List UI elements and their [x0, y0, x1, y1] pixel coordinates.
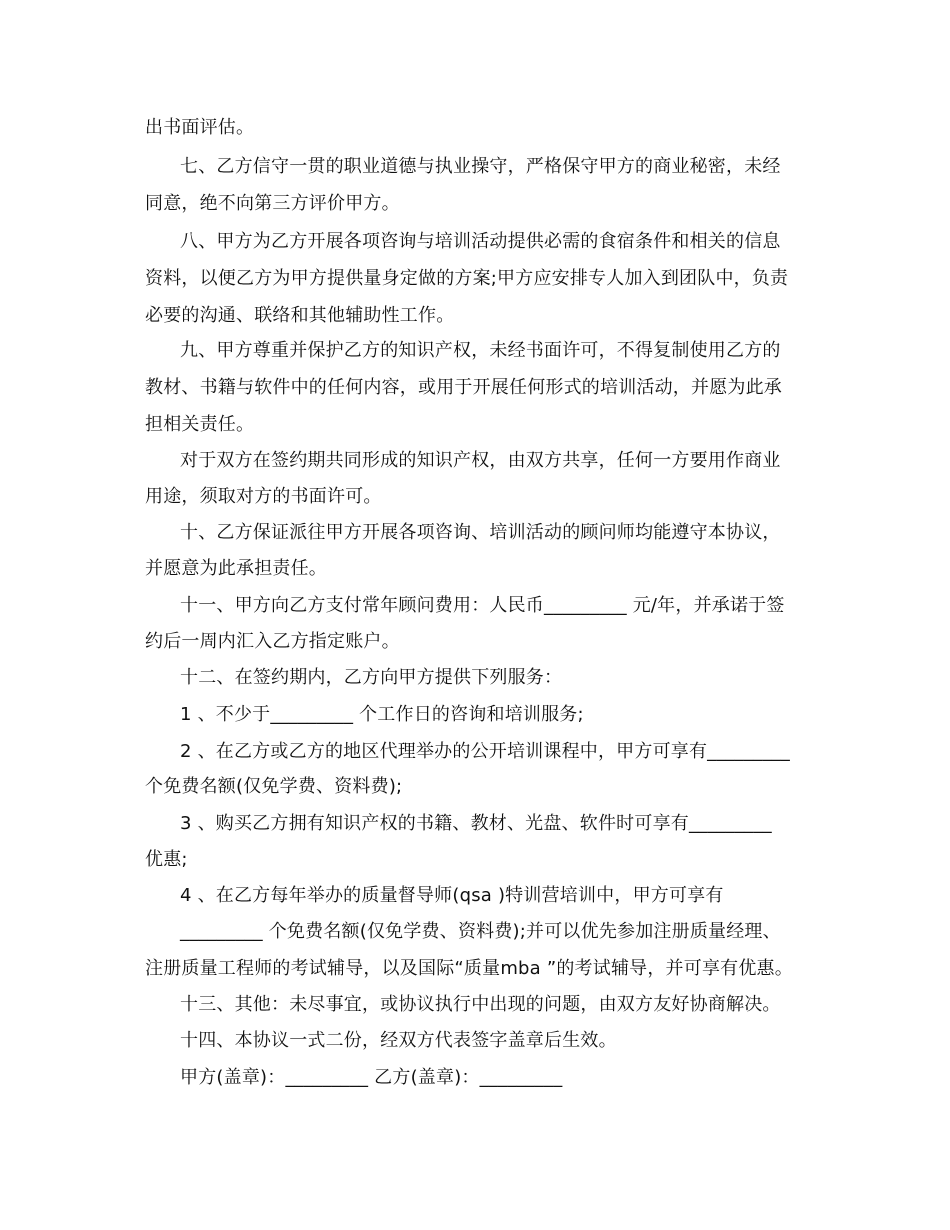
text-line: 担相关责任。: [145, 414, 255, 435]
text-line: 1 、不少于_________ 个工作日的咨询和培训服务;: [180, 704, 584, 725]
text-line: 对于双方在签约期共同形成的知识产权，由双方共享，任何一方要用作商业: [180, 450, 781, 471]
text-line: 2 、在乙方或乙方的地区代理举办的公开培训课程中，甲方可享有_________: [180, 741, 790, 762]
text-line: _________ 个免费名额(仅免学费、资料费);并可以优先参加注册质量经理、: [180, 921, 781, 942]
text-line: 并愿意为此承担责任。: [145, 558, 327, 579]
text-line: 九、甲方尊重并保护乙方的知识产权，未经书面许可，不得复制使用乙方的: [180, 340, 781, 361]
text-line: 3 、购买乙方拥有知识产权的书籍、教材、光盘、软件时可享有_________: [180, 813, 772, 834]
text-line: 用途，须取对方的书面许可。: [145, 486, 382, 507]
text-line: 4 、在乙方每年举办的质量督导师(qsa )特训营培训中，甲方可享有: [180, 885, 724, 906]
text-line: 出书面评估。: [145, 117, 255, 138]
text-line: 约后一周内汇入乙方指定账户。: [145, 631, 400, 652]
text-line: 十二、在签约期内，乙方向甲方提供下列服务：: [180, 667, 563, 688]
text-line: 甲方(盖章)：_________ 乙方(盖章)：_________: [180, 1067, 563, 1088]
text-line: 七、乙方信守一贯的职业道德与执业操守，严格保守甲方的商业秘密，未经: [180, 156, 781, 177]
text-line: 同意，绝不向第三方评价甲方。: [145, 193, 400, 214]
text-line: 优惠;: [145, 849, 188, 870]
text-line: 资料，以便乙方为甲方提供量身定做的方案;甲方应安排专人加入到团队中，负责: [145, 268, 789, 289]
text-line: 教材、书籍与软件中的任何内容，或用于开展任何形式的培训活动，并愿为此承: [145, 377, 782, 398]
text-line: 十三、其他：未尽事宜，或协议执行中出现的问题，由双方友好协商解决。: [180, 994, 781, 1015]
text-line: 个免费名额(仅免学费、资料费);: [145, 776, 403, 797]
text-line: 八、甲方为乙方开展各项咨询与培训活动提供必需的食宿条件和相关的信息: [180, 231, 781, 252]
text-line: 必要的沟通、联络和其他辅助性工作。: [145, 305, 455, 326]
text-line: 注册质量工程师的考试辅导，以及国际“质量mba ”的考试辅导，并可享有优惠。: [145, 958, 793, 979]
text-line: 十一、甲方向乙方支付常年顾问费用：人民币_________ 元/年，并承诺于签: [180, 595, 785, 616]
text-line: 十、乙方保证派往甲方开展各项咨询、培训活动的顾问师均能遵守本协议，: [180, 522, 781, 543]
text-line: 十四、本协议一式二份，经双方代表签字盖章后生效。: [180, 1030, 617, 1051]
